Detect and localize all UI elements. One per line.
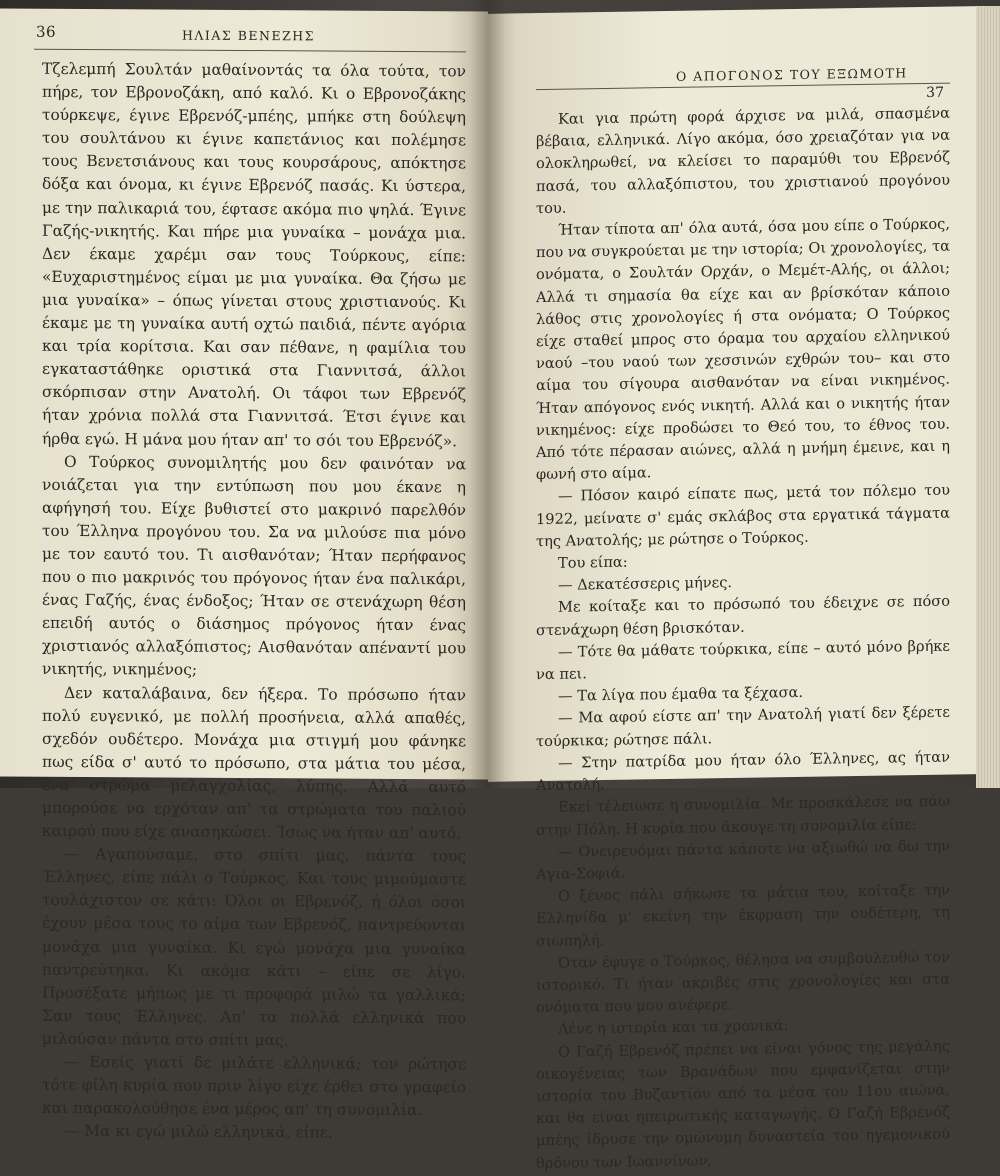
paragraph: Τζελεμπή Σουλτάν μαθαίνοντάς τα όλα τούτα, τον πήρε, τον Εβρονοζάκη, από καλό. Κι ο Εβρονοζάκης τούρκεψε, έγινε Εβρενόζ-μπέης, μπήκε στη δούλεψη του σουλτάνου κι έγινε καπετάνιος και πολέμησε τους Βενετσιάνους και τους κουρσάρους, απόκτησε δόξα και όνομα, κι έγινε Εβρενόζ πασάς. Κι ύστερα, με την παλικαριά του, έφτασε ακόμα πιο ψηλά. Έγινε Γαζής-νικητής. Και πήρε μια γυναίκα – μονάχα μια. Δεν έκαμε χαρέμι σαν τους Τούρκους, είπε: «Ευχαριστημένος είμαι με μια γυναίκα. Θα ζήσω με μια γυναίκα» – όπως γίνεται στους χριστιανούς. Κι έκαμε με τη γυναίκα αυτή οχτώ παιδιά, πέντε αγόρια και τρία κορίτσια. Και σαν πέθανε, η φαμίλια του εγκαταστάθηκε οριστικά στα Γιαννιτσά, άλλοι σκόρπισαν στην Ανατολή. Οι τάφοι των Εβρενόζ ήταν χρόνια πολλά στα Γιαννιτσά. Έτσι έγινε και ήρθα εγώ. Η μάνα μου ήταν απ' το σόι του Εβρενόζ». [42,59,466,450]
right-page [488,6,978,1172]
paragraph: — Τα λίγα που έμαθα τα ξέχασα. [558,684,804,706]
paragraph: Και για πρώτη φορά άρχισε να μιλά, σπασμένα βέβαια, ελληνικά. Λίγο ακόμα, όσο χρειαζόταν για να ολοκληρωθεί, να κλείσει το παραμύθι του Εβρενόζ πασά, του αλλαξόπιστου, του χριστιανού προγόνου του. [536,104,950,217]
left-page-text [42,58,466,1146]
left-page-number: 36 [36,22,57,41]
paragraph: — Μα αφού είστε απ' την Ανατολή γιατί δεν ξέρετε τούρκικα; ρώτησε πάλι. [536,704,950,750]
paragraph: Όταν έφυγε ο Τούρκος, θέλησα να συμβουλευθώ τον ιστορικό. Τι ήταν ακριβές στις χρονολογίες και στα ονόματα που μου ανέφερε. [536,948,950,1017]
paragraph: — Αγαπούσαμε, στο σπίτι μας, πάντα τους Έλληνες, είπε πάλι ο Τούρκος. Και τους μιμούμαστε τουλάχιστον σε κάτι: Όλοι οι Εβρενόζ, ή όλοι όσοι έχουν μέσα τους το αίμα των Εβρενόζ, παντρεύονται μονάχα μια γυναίκα. Κι εγώ μονάχα μια γυναίκα παντρεύτηκα. Κι ακόμα κάτι – είπε σε λίγο. Προσέξατε μήπως με τι προφορά μιλώ τα γαλλικά; Σαν τους Έλληνες. Απ' τα πολλά ελληνικά που μιλούσαν πάντα στο σπίτι μας. [42,845,466,1050]
paragraph: Εκεί τέλειωσε η συνομιλία. Με προσκάλεσε να πάω στην Πόλη. Η κυρία που άκουγε τη συνομιλία είπε: [536,792,950,839]
paragraph: — Τότε θα μάθατε τούρκικα, είπε – αυτό μόνο βρήκε να πει. [536,637,950,684]
paragraph: Ο ξένος πάλι σήκωσε τα μάτια του, κοίταξε την Ελληνίδα μ' εκείνη την έκφραση την ουδέτερη, τη σιωπηλή. [536,881,950,950]
paragraph: Ο Τούρκος συνομιλητής μου δεν φαινόταν να νοιάζεται για την εντύπωση που μου έκανε η αφήγησή του. Είχε βυθιστεί στο μακρινό παρελθόν του Έλληνα προγόνου του. Σα να μιλούσε πια μόνο με τον εαυτό του. Τι αισθανόταν; Ήταν περήφανος που ο πιο μακρινός του πρόγονος ήταν ένα παλικάρι, ένας Γαζής, ένας ένδοξος; Ήταν σε στενάχωρη θέση επειδή αυτός ο διάσημος πρόγονος ήταν ένας χριστιανός αλλαξόπιστος; Αισθανόταν απέναντί μου νικητής, νικημένος; [42,452,466,680]
left-running-head [36,22,466,48]
paragraph: — Στην πατρίδα μου ήταν όλο Έλληνες, ας ήταν Ανατολή. [536,748,950,795]
paragraph: Ήταν τίποτα απ' όλα αυτά, όσα μου είπε ο Τούρκος, που να συγκρούεται με την ιστορία; Οι χρονολογίες, τα ονόματα, ο Σουλτάν Ορχάν, ο Μεμέτ-Αλής, οι άλλοι; Αλλά τι σημασία θα είχε και αν βρίσκόταν κάποιο λάθος στις χρονολογίες ή στα ονόματα; Ο Τούρκος είχε σταθεί μπρος στο όραμα του αρχαίου ελληνικού ναού –του ναού των χεσσινών εχθρών του– και στο αίμα του σίγουρα αισθανόταν να είναι νικημένος. Ήταν απόγονος ενός νικητή. Αλλά και ο νικητής ήταν νικημένος: είχε προδώσει το Θεό του, το έθνος του. Από τότε πέρασαν αιώνες, αλλά η μνήμη έμεινε, και η φωνή στο αίμα. [536,215,950,484]
left-page [0,9,488,1142]
left-header-rule [34,49,466,53]
paragraph: — Μα κι εγώ μιλώ ελληνικά, είπε. [64,1122,333,1142]
right-page-text [536,103,950,1175]
paragraph: Του είπα: [558,553,628,572]
page-edges [976,6,1000,788]
left-running-title: ΗΛΙΑΣ ΒΕΝΕΖΗΣ [182,27,316,44]
right-page-number: 37 [926,84,944,101]
paragraph: Με κοίταξε και το πρόσωπό του έδειχνε σε πόσο στενάχωρη θέση βρισκόταν. [536,593,950,639]
paragraph: Δεν καταλάβαινα, δεν ήξερα. Το πρόσωπο ήταν πολύ ευγενικό, με πολλή προσήνεια, αλλά απαθές, σχεδόν ουδέτερο. Μονάχα μια στιγμή μου φάνηκε πως είδα σ' αυτό το πρόσωπο, στα μάτια του μέσα, ένα στρώμα μελαγχολίας, λύπης. Αλλά αυτό μπορούσε να ερχόταν απ' τα στρώματα του παλιού καιρού που είχε ανασηκώσει. Ίσως να ήταν απ' αυτό. [42,683,466,843]
paragraph: Λένε η ιστορία και τα χρονικά: [558,1017,789,1039]
paragraph: — Πόσον καιρό είπατε πως, μετά τον πόλεμο του 1922, μείνατε σ' εμάς σκλάβος στα εργατικά τάγματα της Ανατολής; με ρώτησε ο Τούρκος. [536,482,950,550]
right-header-rule [536,83,950,91]
right-running-head [536,65,950,104]
paragraph: — Δεκατέσσερις μήνες. [558,574,733,595]
paragraph: — Ονειρευόμαι πάντα κάποτε να αξιωθώ να δω την Αγια-Σοφιά. [536,837,950,884]
right-running-title: Ο ΑΠΟΓΟΝΟΣ ΤΟΥ ΕΞΩΜΟΤΗ [676,65,908,84]
paragraph: Ο Γαζή Εβρενόζ πρέπει να είναι γόνος της μεγάλης οικογένειας των Βρανάδων που εμφανίζεται στην ιστορία του Βυζαντίου από τα μέσα του 11ου αιώνα, και θα είναι ηπειρωτικής καταγωγής. Ο Γαζή Εβρενόζ μπέης ίδρυσε την ομώνυμη δυναστεία του ηγεμονικού θρόνου των Ιωαννίνων, [536,1037,950,1172]
paragraph: — Εσείς γιατί δε μιλάτε ελληνικά; τον ρώτησε τότε φίλη κυρία που πριν λίγο είχε έρθει στο γραφείο και παρακολούθησε ένα μέρος απ' τη συνομιλία. [42,1052,466,1120]
